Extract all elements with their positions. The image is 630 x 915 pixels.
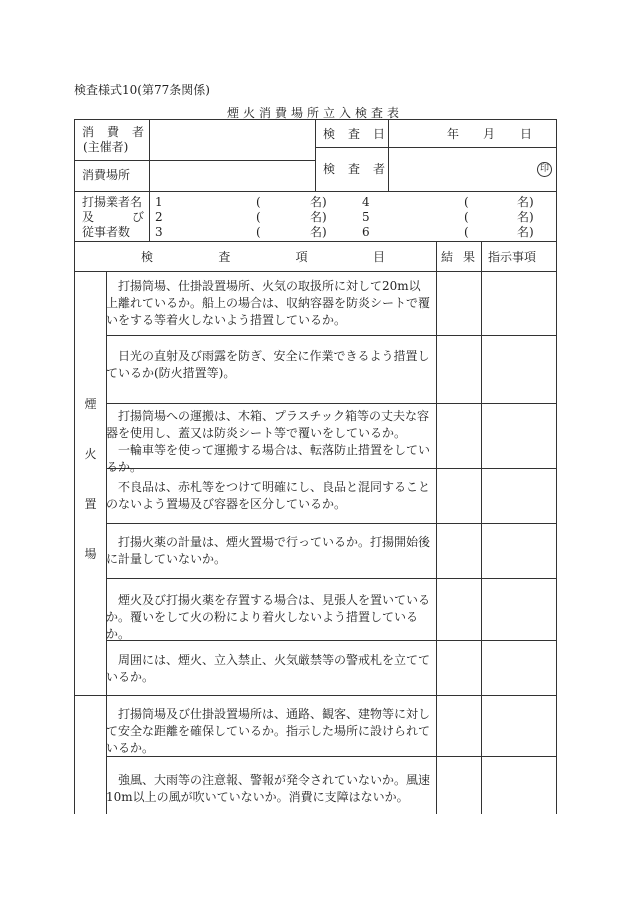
worker-count: 名) bbox=[517, 195, 534, 209]
inspection-item: 打揚火薬の計量は、煙火置場で行っているか。打揚開始後に計量していないか。 bbox=[106, 535, 431, 566]
worker-paren: ( bbox=[464, 210, 469, 224]
form-reference: 検査様式10(第77条関係) bbox=[74, 83, 210, 97]
consumer-label: 消 費 者 bbox=[82, 125, 144, 139]
worker-count: 名) bbox=[310, 195, 327, 209]
workers-label-3: 従事者数 bbox=[82, 225, 131, 239]
workers-label-1: 打揚業者名 bbox=[82, 195, 143, 209]
worker-paren: ( bbox=[464, 195, 469, 209]
worker-count: 名) bbox=[310, 225, 327, 239]
worker-no: 2 bbox=[155, 210, 163, 224]
worker-paren: ( bbox=[464, 225, 469, 239]
inspection-item: 打揚筒場、仕掛設置場所、火気の取扱所に対して20m以上離れているか。船上の場合は、収納容器を防炎シートで覆いをする等着火しないよう措置しているか。 bbox=[106, 279, 431, 327]
inspection-item bbox=[106, 408, 431, 476]
seal-mark: 印 bbox=[537, 162, 552, 177]
worker-paren: ( bbox=[256, 225, 261, 239]
worker-no: 4 bbox=[362, 195, 370, 209]
column-result-header: 結 果 bbox=[441, 250, 475, 264]
inspection-item-line: 打揚筒場への運搬は、木箱、プラスチック箱等の丈夫な容器を使用し、蓋又は防炎シート等で覆いをしているか。 bbox=[106, 409, 430, 440]
inspection-item: 打揚筒場及び仕掛設置場所は、通路、観客、建物等に対して安全な距離を確保しているか。指示した場所に設けられているか。 bbox=[106, 707, 431, 755]
worker-count: 名) bbox=[310, 210, 327, 224]
inspector-label: 検 査 者 bbox=[323, 162, 385, 176]
section-label-char: 置 bbox=[84, 497, 97, 511]
section-label-char: 煙 bbox=[84, 397, 97, 411]
worker-paren: ( bbox=[256, 195, 261, 209]
site-label: 消費場所 bbox=[82, 168, 131, 182]
date-year: 年 bbox=[447, 127, 460, 141]
section-label-char: 火 bbox=[84, 447, 97, 461]
inspection-item: 煙火及び打揚火薬を存置する場合は、見張人を置いているか。覆いをして火の粉により着火しないよう措置しているか。 bbox=[106, 593, 431, 641]
worker-no: 6 bbox=[362, 225, 370, 239]
worker-no: 3 bbox=[155, 225, 163, 239]
worker-no: 1 bbox=[155, 195, 163, 209]
worker-count: 名) bbox=[517, 210, 534, 224]
workers-label-2: 及 び bbox=[82, 210, 144, 224]
result-cell[interactable] bbox=[437, 272, 480, 335]
worker-count: 名) bbox=[517, 225, 534, 239]
inspection-item: 強風、大雨等の注意報、警報が発令されていないか。風速10m以上の風が吹いていないか。消費に支障はないか。 bbox=[106, 773, 431, 804]
worker-paren: ( bbox=[256, 210, 261, 224]
column-item-header: 検 査 項 目 bbox=[141, 250, 385, 264]
worker-no: 5 bbox=[362, 210, 370, 224]
inspection-table bbox=[74, 119, 557, 814]
date-day: 日 bbox=[520, 127, 533, 141]
date-month: 月 bbox=[483, 127, 496, 141]
inspection-item: 周囲には、煙火、立入禁止、火気厳禁等の警戒札を立てているか。 bbox=[106, 653, 431, 684]
instruction-cell[interactable] bbox=[482, 272, 555, 335]
date-label: 検 査 日 bbox=[323, 127, 385, 141]
section-label-char: 場 bbox=[84, 547, 97, 561]
form-title: 煙火消費場所立入検査表 bbox=[226, 106, 403, 120]
inspection-item: 不良品は、赤札等をつけて明確にし、良品と混同することのないよう置場及び容器を区分しているか。 bbox=[106, 480, 431, 511]
inspection-item: 日光の直射及び雨露を防ぎ、安全に作業できるよう措置しているか(防火措置等)。 bbox=[106, 349, 430, 380]
inspection-item-line: 一輪車等を使って運搬する場合は、転落防止措置をしているか。 bbox=[106, 443, 431, 474]
column-instruction-header: 指示事項 bbox=[488, 250, 537, 264]
organizer-label: (主催者) bbox=[83, 140, 129, 154]
